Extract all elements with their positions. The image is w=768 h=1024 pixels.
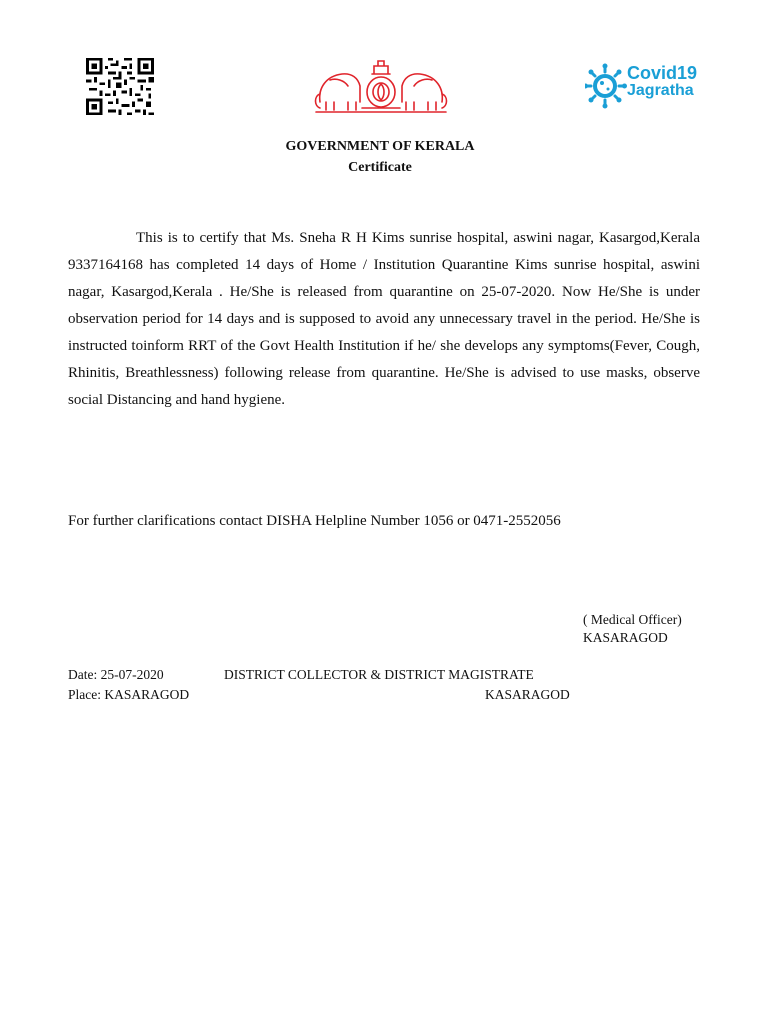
logo-line-2: Jagratha	[627, 82, 694, 99]
certificate-date: Date: 25-07-2020	[68, 667, 164, 682]
signatory-place: KASARAGOD	[583, 630, 668, 645]
kerala-emblem-icon	[312, 58, 450, 118]
certificate-body	[68, 225, 700, 414]
signatory-role: ( Medical Officer)	[583, 612, 682, 627]
logo-line-1: Covid19	[627, 63, 698, 83]
government-title: GOVERNMENT OF KERALA	[285, 139, 475, 154]
qr-code	[86, 58, 154, 115]
covid19-jagratha-logo	[627, 64, 697, 100]
authority-place: KASARAGOD	[485, 687, 570, 702]
issuing-authority: DISTRICT COLLECTOR & DISTRICT MAGISTRATE	[224, 667, 534, 682]
certificate-body-text: This is to certify that Ms. Sneha R H Kims sunrise hospital, aswini nagar, Kasargod,Kerala 9337164168 has completed 14 days of Home / Institution Quarantine Kims sunrise hospital, aswini nagar, Kasargod,Kerala . He/She is released from quarantine on 25-07-2020. Now He/She is under observation period for 14 days and is supposed to avoid any unnecessary travel in the period. He/She is instructed toinform RRT of the Govt Health Institution if he/ she develops any symptoms(Fever, Cough, Rhinitis, Breathlessness) following release from quarantine. He/She is advised to use masks, observe social Distancing and hand hygiene.	[68, 230, 700, 408]
helpline-contact: For further clarifications contact DISHA Helpline Number 1056 or 0471-2552056	[68, 513, 561, 529]
certificate-subtitle: Certificate	[348, 160, 412, 175]
certificate-place: Place: KASARAGOD	[68, 687, 190, 702]
